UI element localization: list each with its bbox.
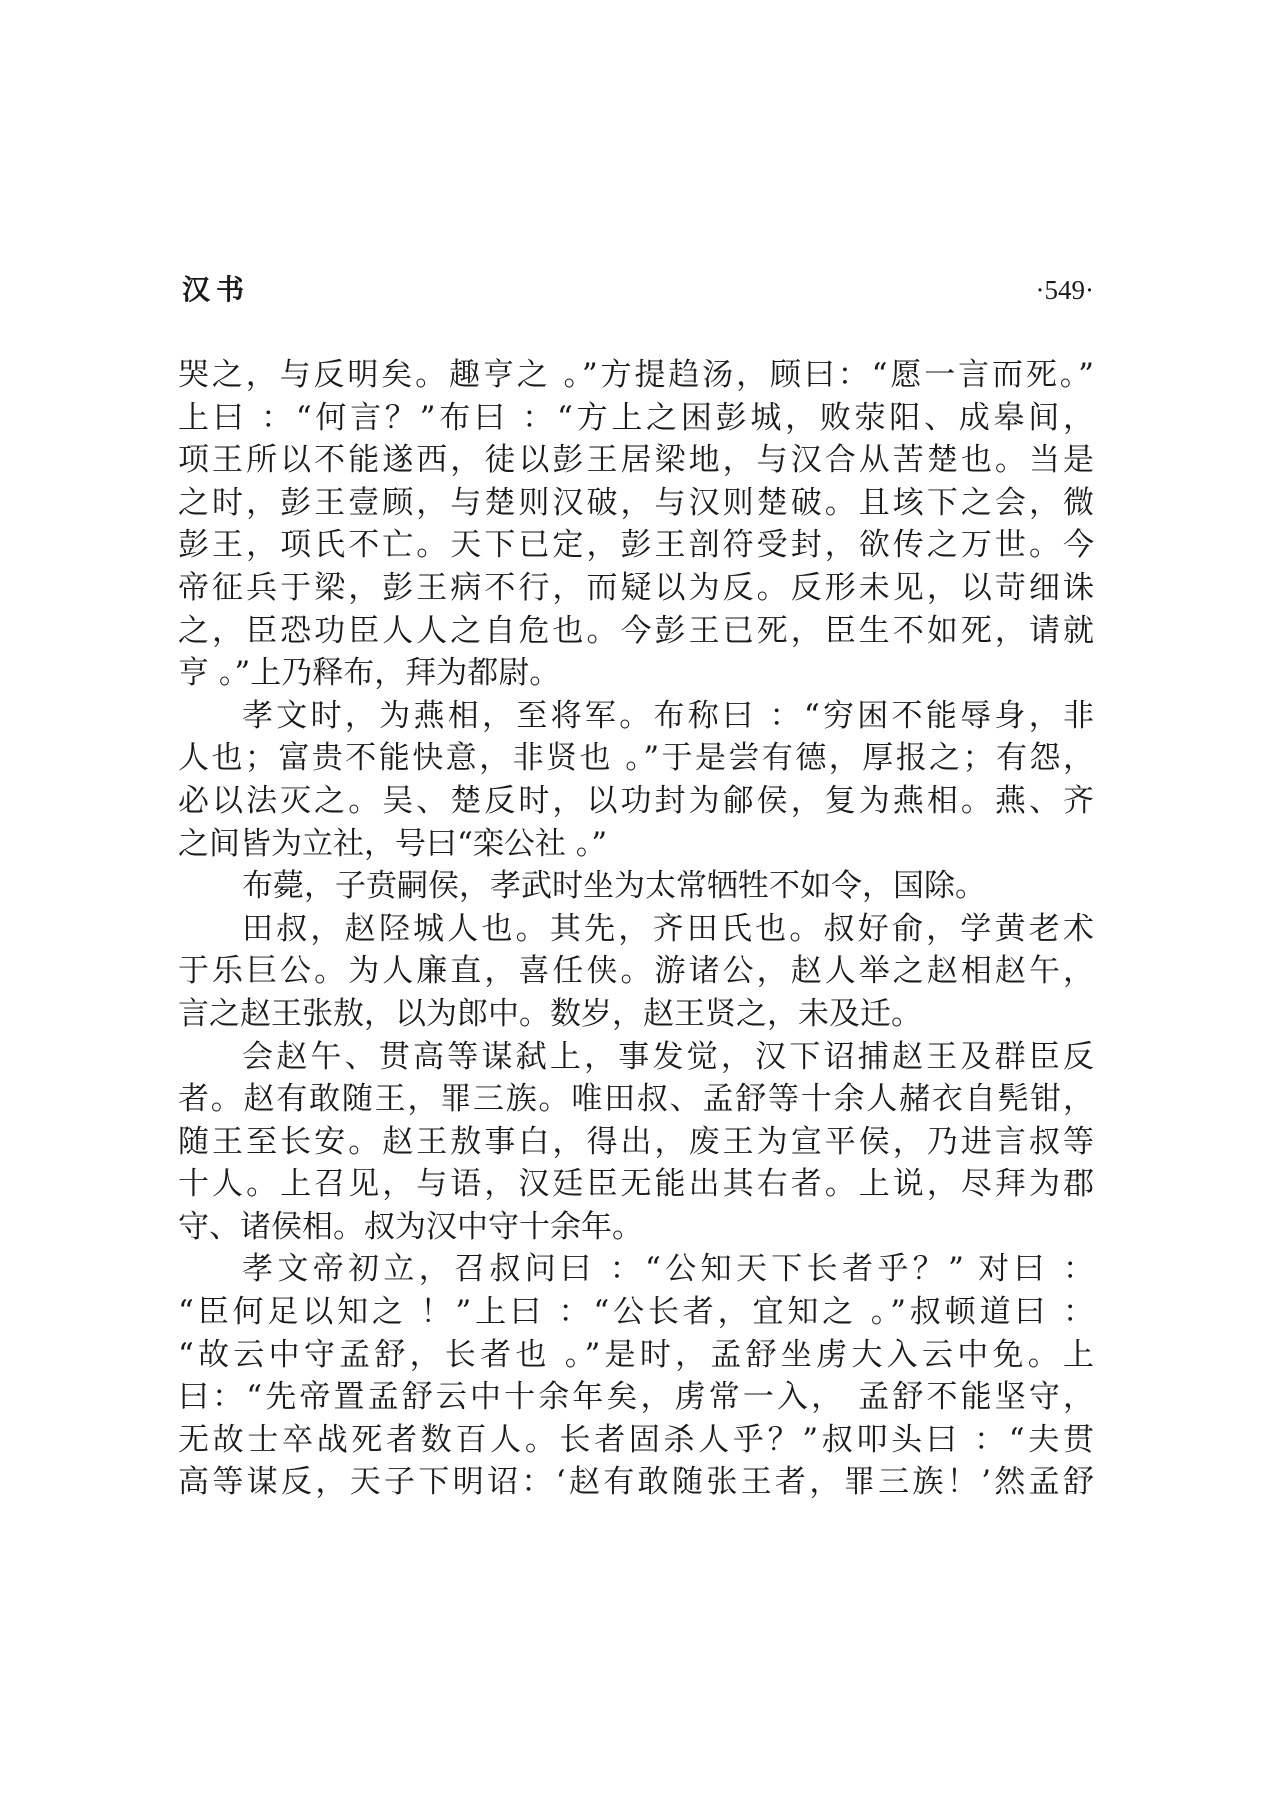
text-line: 布薨，子贲嗣侯，孝武时坐为太常牺牲不如令，国除。 [242,868,986,905]
running-header [182,272,1094,316]
text-line: “臣何足以知之 ！”上曰 ：“公长者，宜知之 。”叔顿道曰 ： [178,1294,1094,1331]
text-line: 守、诸侯相。叔为汉中守十余年。 [178,1208,643,1245]
main-text [178,354,1094,1504]
text-line: 会赵午、贯高等谋弑上，事发觉，汉下诏捕赵王及群臣反 [242,1038,1094,1075]
text-line: 之间皆为立社，号曰“栾公社 。” [178,825,608,862]
text-line: 孝文帝初立，召叔问曰 ：“公知天下长者乎？” 对曰 ： [242,1251,1094,1288]
text-line: 于乐巨公。为人廉直，喜任侠。游诸公，赵人举之赵相赵午， [178,953,1094,990]
text-line: 上曰 ：“何言？”布曰 ：“方上之困彭城，败荥阳、成皋间， [178,399,1094,436]
text-line: 孝文时，为燕相，至将军。布称曰 ：“穷困不能辱身，非 [242,697,1094,734]
text-line: 亨 。”上乃释布，拜为都尉。 [178,655,561,692]
text-line: 十人。上召见，与语，汉廷臣无能出其右者。上说，尽拜为郡 [178,1166,1094,1203]
text-line: 之时，彭王壹顾，与楚则汉破，与汉则楚破。且垓下之会，微 [178,484,1094,521]
text-line: 曰：“先帝置孟舒云中十余年矣，虏常一入， 孟舒不能坚守， [178,1379,1094,1416]
page-number: ·549· [1035,275,1094,305]
text-line: 高等谋反，天子下明诏：‘赵有敢随张王者，罪三族！’然孟舒 [178,1464,1094,1501]
text-line: 人也；富贵不能快意，非贤也 。”于是尝有德，厚报之；有怨， [178,740,1094,777]
text-line: 项王所以不能遂西，徒以彭王居梁地，与汉合从苦楚也。当是 [178,442,1094,479]
text-line: 彭王，项氏不亡。天下已定，彭王剖符受封，欲传之万世。今 [178,527,1094,564]
text-line: 哭之，与反明矣。趣亨之 。”方提趋汤，顾曰：“愿一言而死。” [178,357,1094,393]
text-line: 田叔，赵陉城人也。其先，齐田氏也。叔好俞，学黄老术 [242,910,1094,947]
text-line: 之，臣恐功臣人人之自危也。今彭王已死，臣生不如死，请就 [178,612,1094,649]
text-line: 无故士卒战死者数百人。长者固杀人乎？”叔叩头曰 ：“夫贯 [178,1421,1094,1458]
book-title: 汉书 [182,273,251,306]
text-line: “故云中守孟舒，长者也 。”是时，孟舒坐虏大入云中免。上 [178,1336,1094,1373]
text-line: 帝征兵于梁，彭王病不行，而疑以为反。反形未见，以苛细诛 [178,569,1094,606]
text-line: 必以法灭之。吴、楚反时，以功封为鄃侯，复为燕相。燕、齐 [178,782,1094,819]
text-line: 言之赵王张敖，以为郎中。数岁，赵王贤之，未及迁。 [178,995,922,1032]
text-line: 随王至长安。赵王敖事白，得出，废王为宣平侯，乃进言叔等 [178,1123,1094,1160]
text-line: 者。赵有敢随王，罪三族。唯田叔、孟舒等十余人赭衣自髡钳， [178,1081,1094,1118]
